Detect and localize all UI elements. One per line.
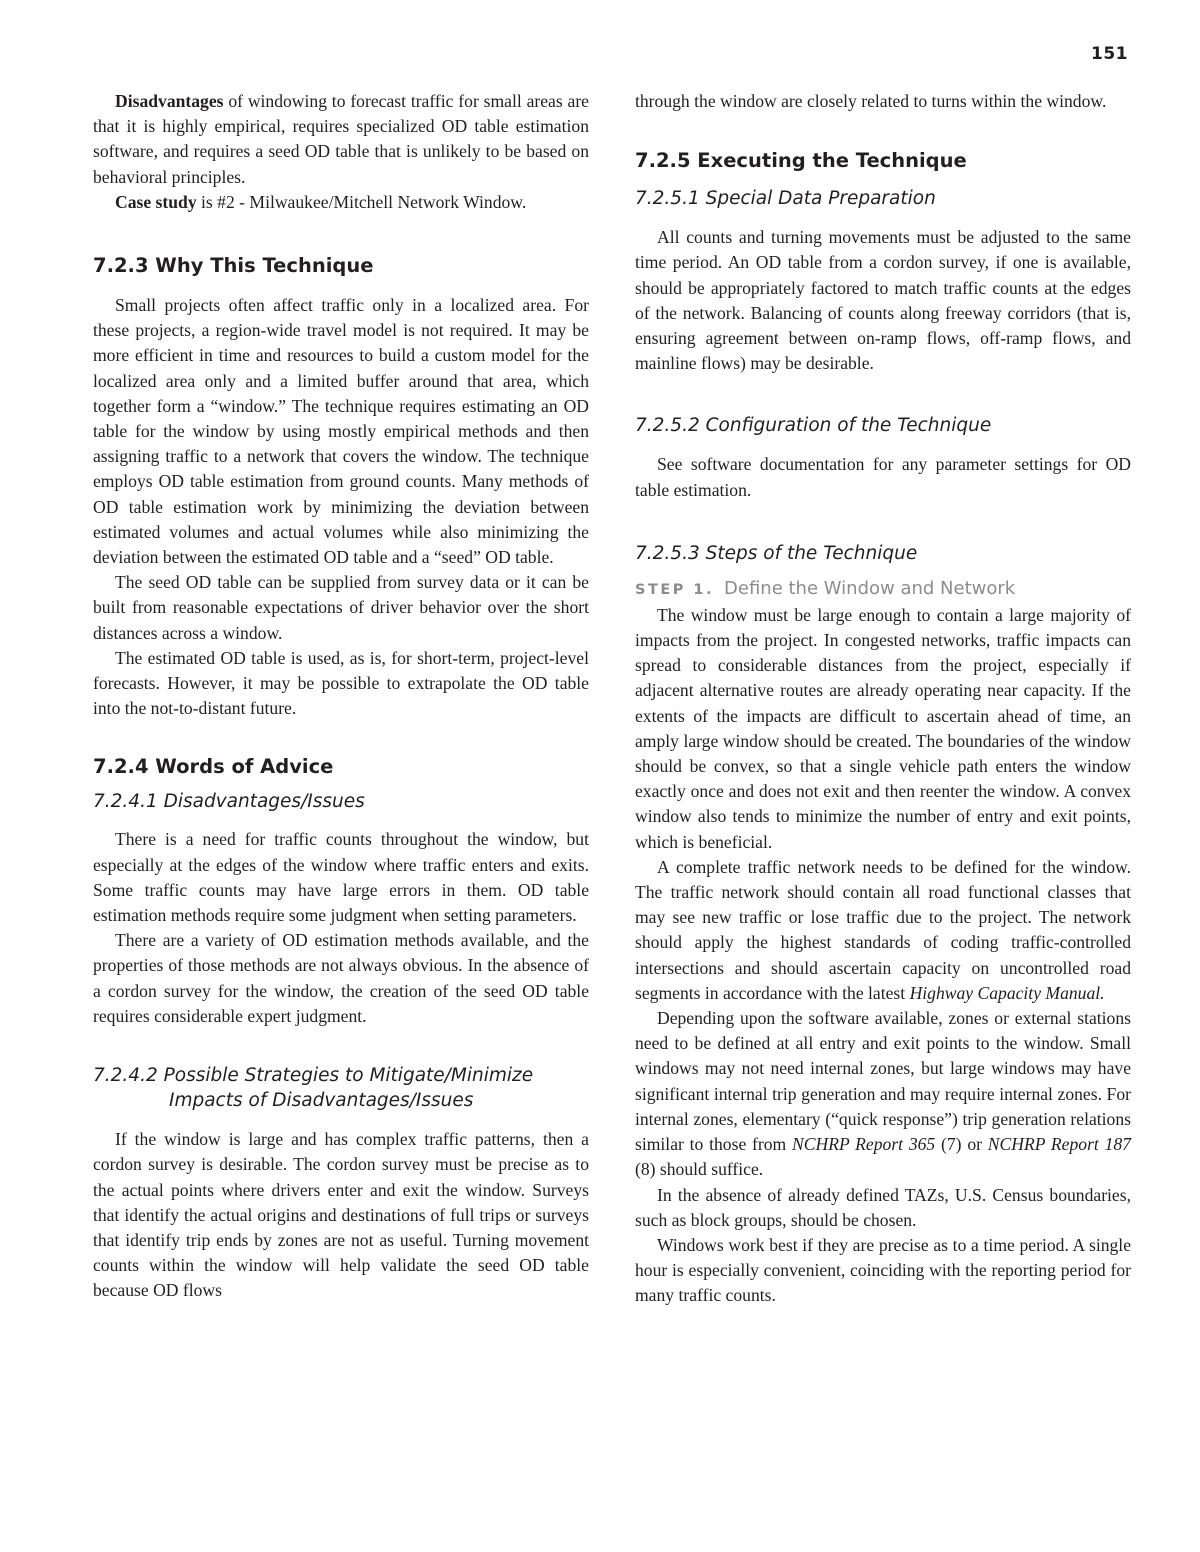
heading-steps: 7.2.5.3 Steps of the Technique	[635, 542, 918, 564]
reference-number-8: (8)	[635, 1159, 656, 1180]
why-paragraph-3: The estimated OD table is used, as is, for short-term, project-level forecasts. However, it may be possible to extrapolate the OD table into the not-to-distant future.	[93, 647, 589, 719]
heading-special-data-preparation: 7.2.5.1 Special Data Preparation	[635, 188, 936, 210]
heading-why-this-technique: 7.2.3 Why This Technique	[93, 254, 374, 278]
heading-executing-the-technique: 7.2.5 Executing the Technique	[635, 149, 967, 173]
left-column	[93, 89, 589, 1304]
step-paragraph-1: The window must be large enough to contain a large majority of impacts from the project. In congested networks, traffic impacts can spread to considerable distances from the project, especially if adjacent alternative routes are already operating near capacity. If the extents of the impacts are difficult to ascertain ahead of time, an amply large window should be created. The boundaries of the window should be convex, so that a single vehicle path enters the window exactly once and does not exit and then reenter the window. A convex window also tends to minimize the number of entry and exit points, which is beneficial.	[635, 604, 1131, 852]
heading-words-of-advice: 7.2.4 Words of Advice	[93, 755, 334, 779]
case-study-paragraph	[93, 190, 589, 215]
highway-capacity-manual-ref: Highway Capacity Manual.	[909, 982, 1105, 1003]
disadvantages-paragraph	[93, 89, 589, 190]
disadvantages-issues-paragraph-2: There are a variety of OD estimation methods available, and the properties of those methods are not always obvious. In the absence of a cordon survey for the window, the creation of the seed OD table requires considerable expert judgment.	[93, 930, 589, 1026]
or-text: or	[961, 1134, 988, 1155]
disadvantages-issues-paragraph-1: There is a need for traffic counts throughout the window, but especially at the edges of the window where traffic enters and exits. Some traffic counts may have large errors in them. OD table estimation methods require some judgment when setting parameters.	[93, 829, 589, 926]
why-paragraph-1: Small projects often affect traffic only in a localized area. For these projects, a region-wide travel model is not required. It may be more efficient in time and resources to build a custom model for the localized area only and a limited buffer around that area, which together form a “window.” The technique requires estimating an OD table for the window by using mostly empirical methods and then assigning traffic to a network that covers the window. The technique employs OD table estimation from ground counts. Many methods of OD table estimation work by minimizing the deviation between estimated volumes and actual volumes while also minimizing the deviation between the estimated OD table and a “seed” OD table.	[93, 295, 589, 568]
disadvantages-bold: Disadvantages	[115, 91, 224, 111]
step-1-heading	[635, 576, 1131, 603]
step-paragraph-3-end: should suffice.	[655, 1159, 764, 1180]
step-paragraph-2-text: A complete traffic network needs to be defined for the window. The traffic network should contain all road functional classes that may see new traffic or lose traffic due to the project. The network should apply the highest standards of coding traffic-controlled intersections and should ascertain capacity on uncontrolled road segments in accordance with the latest	[635, 856, 1131, 1003]
heading-configuration: 7.2.5.2 Configuration of the Technique	[635, 415, 992, 437]
step-paragraph-3	[635, 1006, 1131, 1182]
strategies-paragraph: If the window is large and has complex traffic patterns, then a cordon survey is desirable. The cordon survey must be precise as to the actual points where drivers enter and exit the window. Surveys that identify the actual origins and destinations of full trips or surveys that identify trip ends by zones are not as useful. Turning movement counts within the window will help validate the seed OD table because OD flows	[93, 1129, 589, 1301]
case-study-bold: Case study	[115, 191, 197, 212]
step-paragraph-2	[635, 855, 1131, 1006]
right-column	[635, 89, 1131, 1309]
why-paragraph-2: The seed OD table can be supplied from survey data or it can be built from reasonable expectations of driver behavior over the short distances across a window.	[93, 572, 589, 643]
nchrp-report-187-ref: NCHRP Report 187	[987, 1134, 1131, 1155]
step-paragraph-4: In the absence of already defined TAZs, U.S. Census boundaries, such as block groups, should be chosen.	[635, 1184, 1131, 1230]
disadvantages-text: of windowing to forecast traffic for small areas are that it is highly empirical, requires specialized OD table estimation software, and requires a seed OD table that is unlikely to be based on behavioral principles.	[93, 91, 589, 187]
step-label: STEP 1.	[635, 581, 715, 598]
step-title: Define the Window and Network	[724, 577, 1016, 599]
heading-disadvantages-issues: 7.2.4.1 Disadvantages/Issues	[93, 791, 365, 813]
reference-number-7: (7)	[935, 1134, 962, 1155]
continued-paragraph: through the window are closely related to turns within the window.	[635, 91, 1107, 111]
special-data-paragraph: All counts and turning movements must be adjusted to the same time period. An OD table from a cordon survey, if one is available, should be appropriately factored to match traffic counts at the edges of the network. Balancing of counts along freeway corridors (that is, ensuring agreement between on-ramp flows, off-ramp flows, and mainline flows) may be desirable.	[635, 227, 1131, 374]
configuration-paragraph: See software documentation for any parameter settings for OD table estimation.	[635, 454, 1131, 500]
step-paragraph-3-text: Depending upon the software available, zones or external stations need to be defined at all entry and exit points to the window. Small windows may not need internal zones, but large windows may have significant internal trip generation and may require internal zones. For internal zones, elementary (“quick response”) trip generation relations similar to those from	[635, 1008, 1131, 1155]
step-paragraph-5: Windows work best if they are precise as to a time period. A single hour is especially convenient, coinciding with the reporting period for many traffic counts.	[635, 1234, 1131, 1306]
nchrp-report-365-ref: NCHRP Report 365	[792, 1134, 936, 1155]
case-study-text: is #2 - Milwaukee/Mitchell Network Window.	[196, 191, 527, 212]
page-number: 151	[1091, 44, 1128, 64]
heading-possible-strategies: 7.2.4.2 Possible Strategies to Mitigate/Minimize Impacts of Disadvantages/Issues	[93, 1065, 534, 1112]
